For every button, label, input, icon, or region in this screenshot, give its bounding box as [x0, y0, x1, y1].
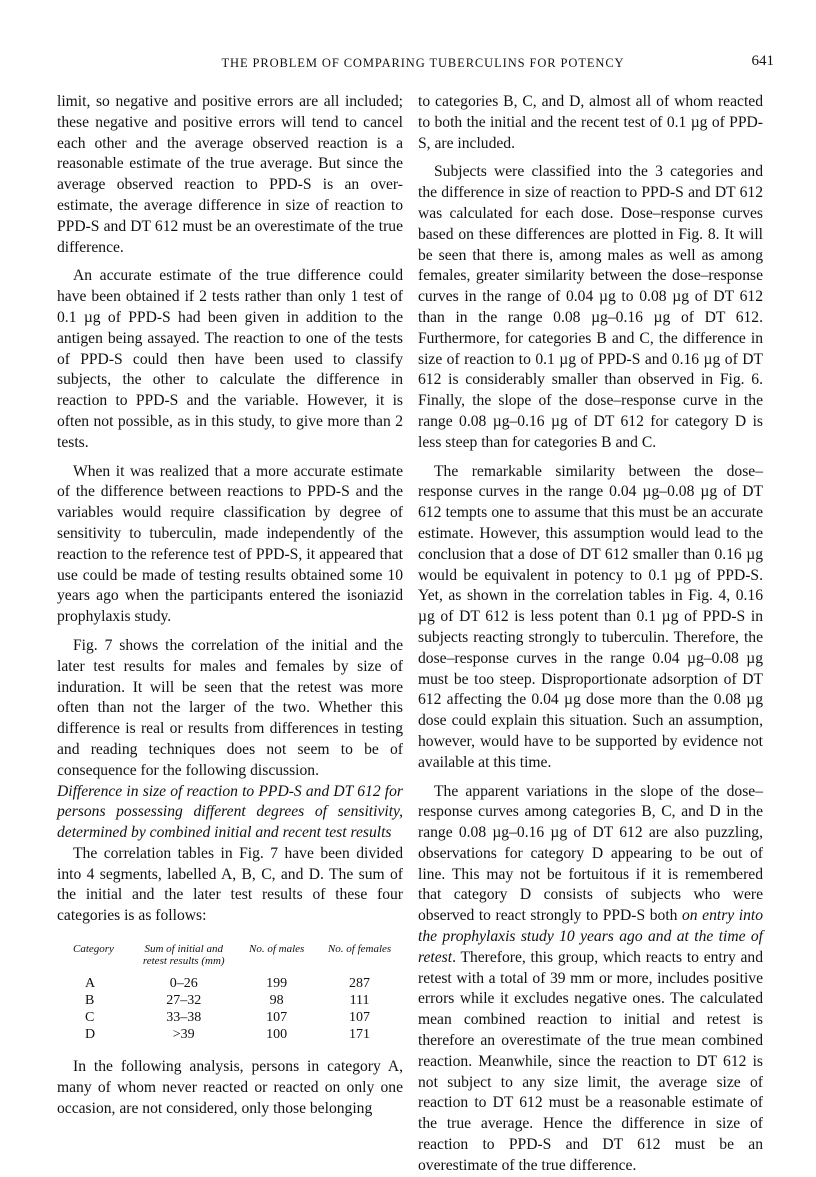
table-row [69, 1009, 403, 1026]
paragraph [418, 782, 763, 1177]
table-cell: C [85, 1010, 95, 1026]
table-row [69, 992, 403, 1009]
table-header-cell: Sum of initial and retest results (mm) [142, 943, 225, 968]
paragraph: The correlation tables in Fig. 7 have been divided into 4 segments, labelled A, B, C, and D. The sum of the initial and the later test results of these four categories is as follows: [57, 844, 403, 925]
table-header-cell: No. of females [327, 943, 392, 956]
left-column [57, 92, 403, 1119]
paragraph: The remarkable similarity between the dose–response curves in the range 0.04 µg–0.08 µg of DT 612 tempts one to assume that this must be an accurate estimate. However, this assumption would lead to the conclusion that a dose of DT 612 smaller than 0.16 µg would be equivalent in potency to 0.1 µg of PPD-S. Yet, as shown in the correlation tables in Fig. 4, 0.16 µg of DT 612 is less potent than 0.1 µg of PPD-S in subjects reacting strongly to tuberculin. Therefore, the dose–response curves in the range 0.04 µg–0.08 µg must be too steep. Disproportionate adsorption of DT 612 affecting the 0.04 µg dose more than the 0.08 µg dose could explain this situation. Such an assumption, however, would have to be supported by evidence not available at this time. [418, 462, 763, 771]
paragraph: Fig. 7 shows the correlation of the initial and the later test results for males and females by size of induration. It will be seen that the retest was more often than not the larger of the two. Whether this difference is real or results from differences in testing and reading techniques does not seem to be of consequence for the following discussion. [57, 636, 403, 779]
section-heading: Difference in size of reaction to PPD-S and DT 612 for persons possessing different degrees of sensitivity, determined by combined initial and recent test results [57, 782, 403, 842]
table-cell: 0–26 [169, 976, 198, 992]
table-cell: >39 [172, 1027, 195, 1043]
table-cell: 287 [349, 976, 371, 992]
table-cell: 199 [266, 976, 288, 992]
page-number: 641 [751, 53, 774, 69]
table-row [69, 975, 403, 992]
table-header-cell: Category [73, 943, 114, 956]
paragraph: to categories B, C, and D, almost all of whom reacted to both the initial and the recent test of 0.1 µg of PPD-S, are included. [418, 93, 763, 152]
paragraph: When it was realized that a more accurate estimate of the difference between reactions to PPD-S and the variables would require classification by degree of sensitivity to tuberculin, made independently of the reaction to the reference test of PPD-S, it appeared that use could be made of testing results obtained some 10 years ago when the participants entered the isoniazid prophylaxis study. [57, 462, 403, 626]
paragraph: In the following analysis, persons in category A, many of whom never reacted or reacted on only one occasion, are not considered, only those belonging [57, 1058, 403, 1117]
right-column [418, 92, 763, 1177]
category-table [57, 943, 403, 1043]
paragraph-text: The apparent variations in the slope of the dose–response curves among categories B, C, and D in the range 0.08 µg–0.16 µg of DT 612 are also puzzling, observations for category D appearing to be out of line. This may not be fortuitous if it is remembered that category D consists of subjects who were observed to react strongly to PPD-S both [418, 782, 763, 925]
paragraph: limit, so negative and positive errors are all included; these negative and positive errors will tend to cancel each other and the average observed reaction is a reasonable estimate of the true average. But since the average observed reaction to PPD-S is an over-estimate, the average difference in size of reaction to PPD-S and DT 612 must be an overestimate of the true difference. [57, 93, 403, 256]
table-cell: D [85, 1027, 96, 1043]
table-cell: 98 [269, 993, 284, 1009]
table-header-cell: No. of males [249, 943, 305, 956]
paragraph: An accurate estimate of the true difference could have been obtained if 2 tests rather than only 1 test of 0.1 µg of PPD-S had been given in addition to the antigen being assayed. The reaction to one of the tests of PPD-S could then have been used to classify subjects, the other to calculate the difference in reaction to PPD-S and the variable. However, it is often not possible, as in this study, to give more than 2 tests. [57, 267, 403, 451]
table-cell: A [85, 976, 96, 992]
emphasized-text: on entry into the prophylaxis study 10 years ago and at the time of retest [418, 907, 763, 966]
table-cell: 27–32 [166, 993, 202, 1009]
paragraph: Subjects were classified into the 3 categories and the difference in size of reaction to PPD-S and DT 612 was calculated for each dose. Dose–response curves based on these differences are plotted in Fig. 8. It will be seen that there is, among males as well as among females, greater similarity between the dose–response curves in the range of 0.04 µg to 0.08 µg of DT 612 than in the range 0.08 µg–0.16 µg of DT 612. Furthermore, for categories B and C, the difference in size of reaction to 0.1 µg of PPD-S and 0.16 µg of DT 612 is considerably smaller than observed in Fig. 6. Finally, the slope of the dose–response curve in the range 0.08 µg–0.16 µg of DT 612 for category D is less steep than for categories B and C. [418, 163, 763, 451]
table-cell: 107 [266, 1010, 288, 1026]
table-row [69, 1026, 403, 1043]
table-header-row [69, 943, 403, 975]
paragraph-text: . Therefore, this group, which reacts to entry and retest with a total of 39 mm or more, includes positive errors while it excludes negative ones. The calculated mean combined reaction to initial and retest is therefore an overestimate of the true mean combined reaction. Meanwhile, since the reaction to DT 612 is not subject to any size limit, the average size of reaction to DT 612 must be a reasonable estimate of the true average. Hence the difference in size of reaction to PPD-S and DT 612 must be an overestimate of the true difference. [418, 948, 763, 1174]
running-head: THE PROBLEM OF COMPARING TUBERCULINS FOR POTENCY [221, 56, 625, 70]
table-cell: 171 [349, 1027, 371, 1043]
table-cell: B [85, 993, 95, 1009]
table-cell: 100 [266, 1027, 288, 1043]
page-header [72, 53, 774, 78]
table-cell: 107 [349, 1010, 371, 1026]
table-cell: 33–38 [166, 1010, 202, 1026]
table-cell: 111 [349, 993, 370, 1009]
